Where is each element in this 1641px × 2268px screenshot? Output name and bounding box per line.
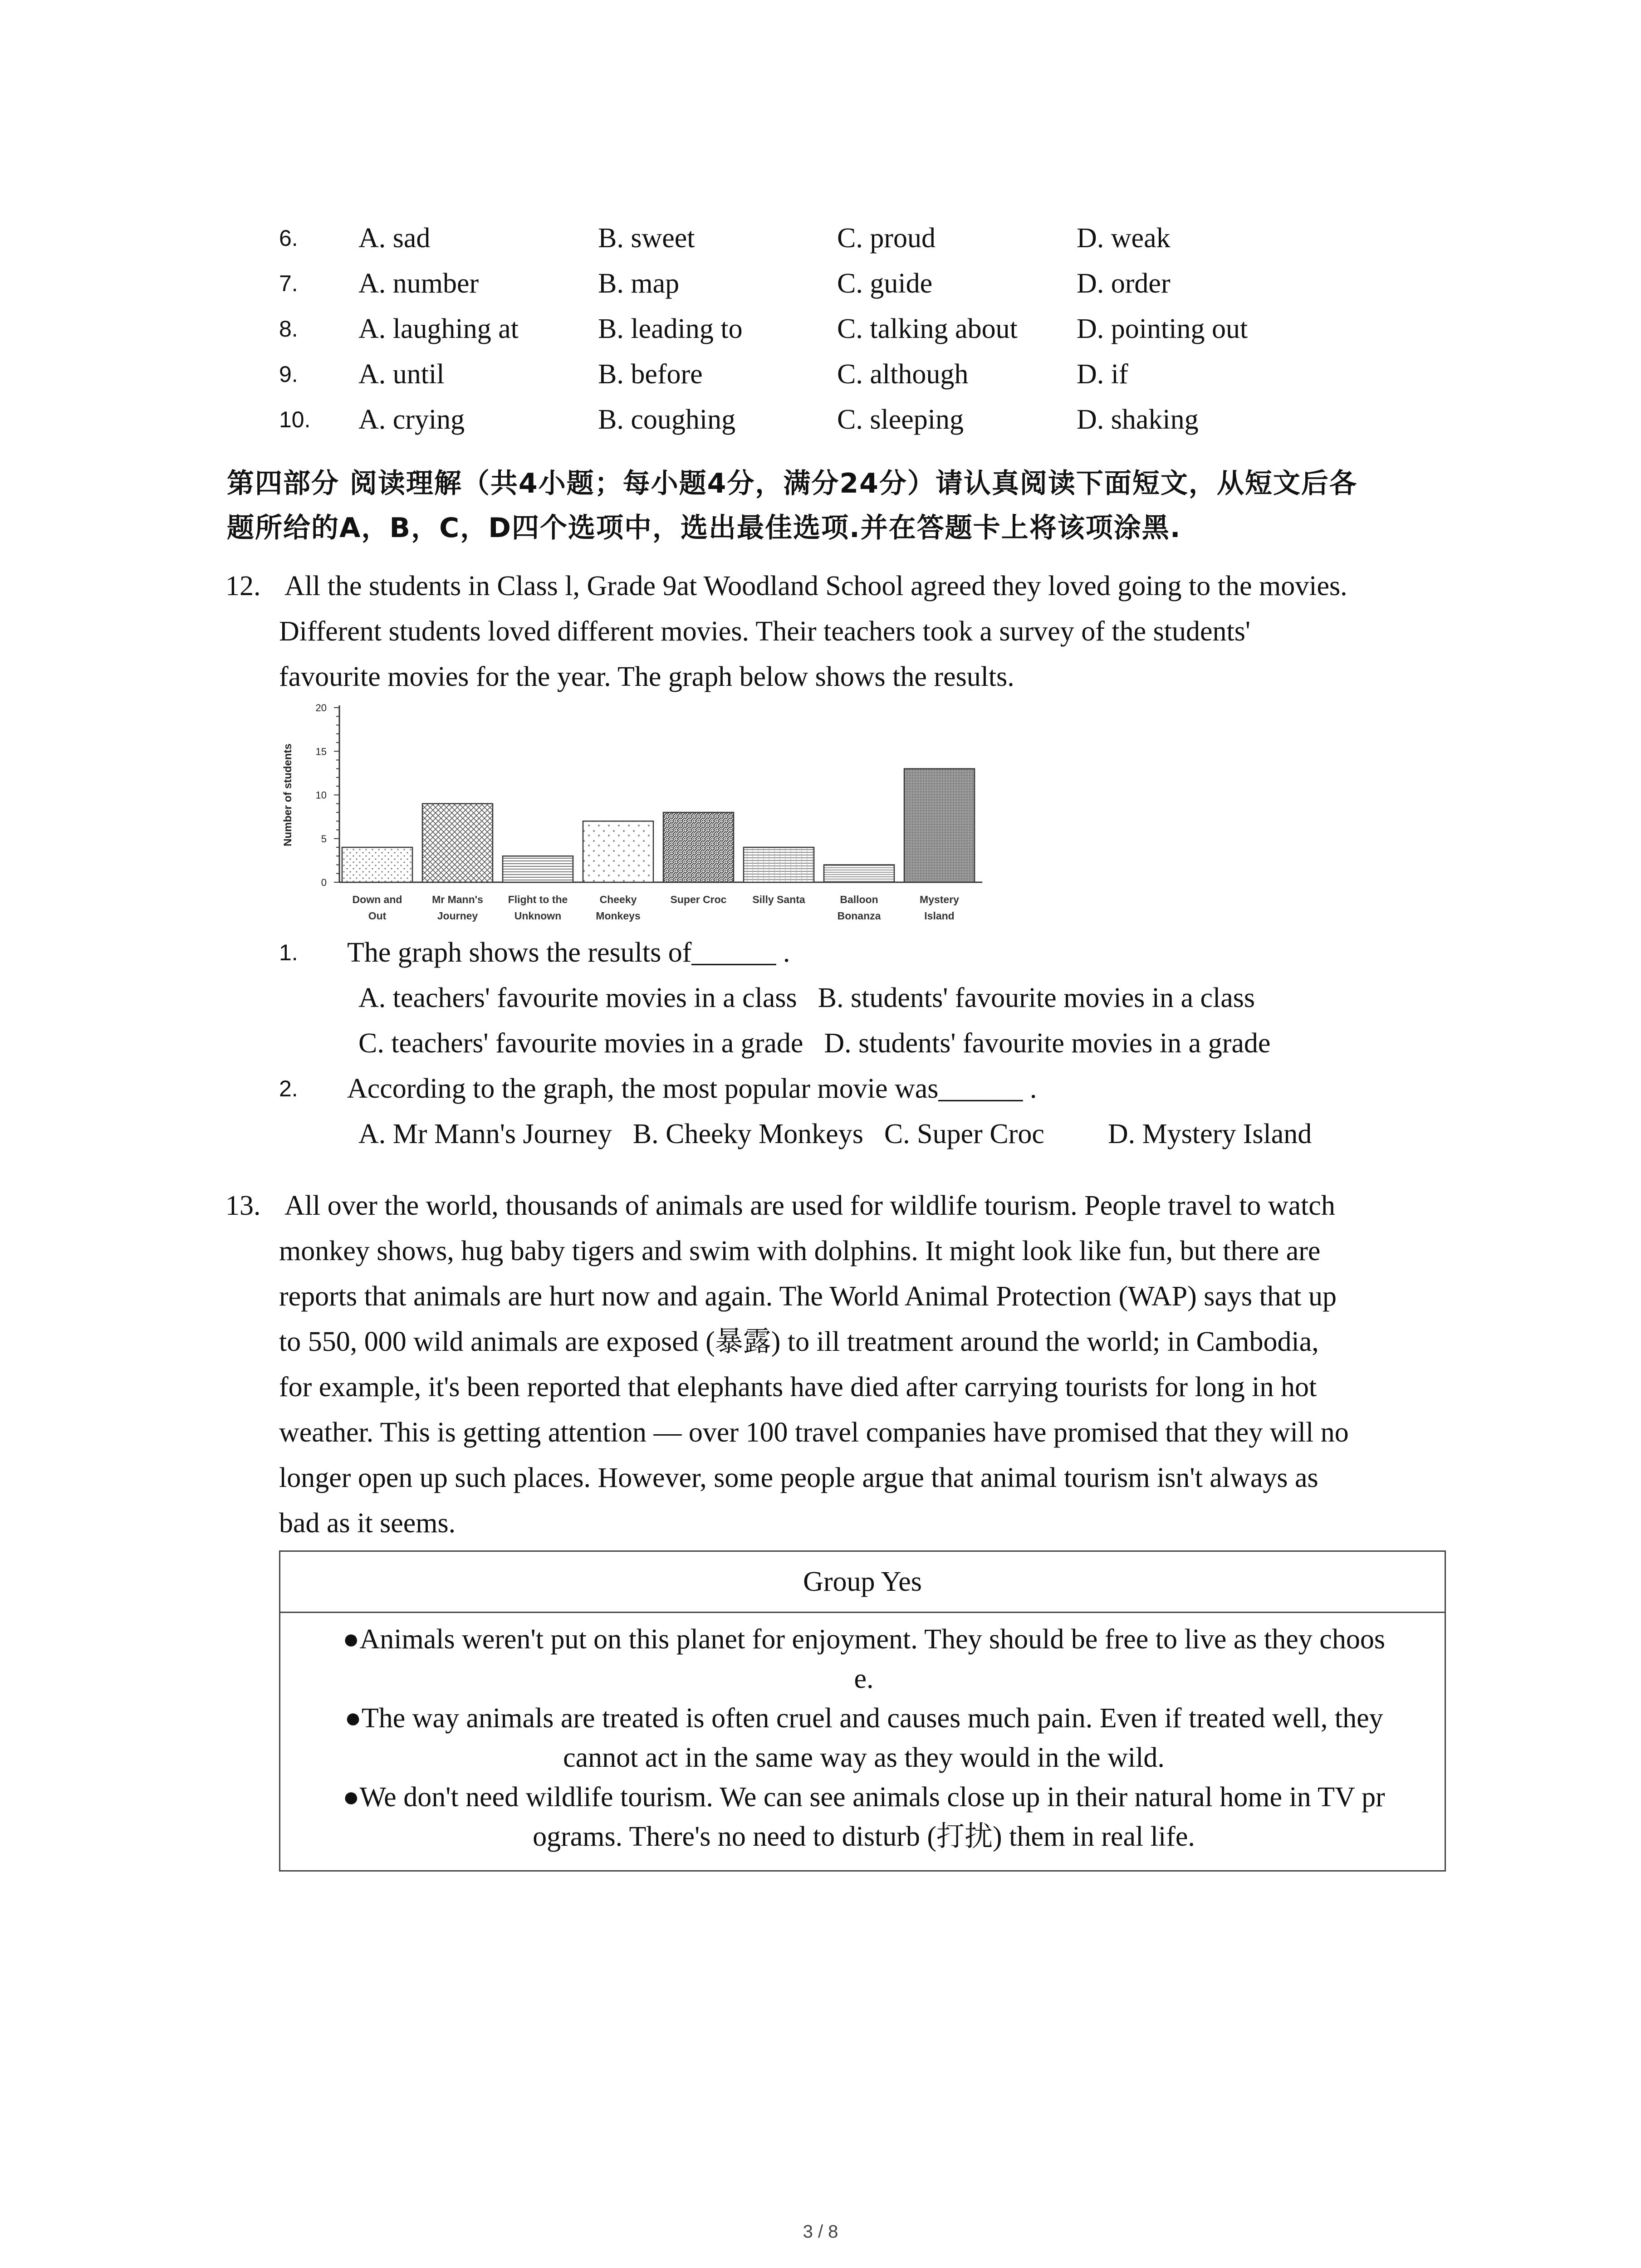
- x-tick-label: Cheeky: [599, 894, 637, 905]
- y-tick-label: 0: [321, 877, 327, 888]
- section-heading: [227, 461, 1452, 550]
- x-tick-label: Flight to the: [508, 894, 568, 905]
- option-a: A. teachers' favourite movies in a class: [358, 982, 797, 1013]
- option-c: C. sleeping: [837, 404, 964, 435]
- sub-question-text: According to the graph, the most popular movie was______ .: [347, 1073, 1037, 1104]
- passage-q12: [279, 563, 1347, 699]
- option-c: C. although: [837, 359, 969, 390]
- x-tick-label: Down and: [352, 894, 402, 905]
- table-line: e.: [854, 1663, 874, 1694]
- y-axis-title: Number of students: [282, 743, 294, 846]
- question-number: 7.: [279, 271, 298, 296]
- bar-chart: [272, 699, 1007, 934]
- section-heading-line: 题所给的A，B，C，D四个选项中，选出最佳选项.并在答题卡上将该项涂黑.: [227, 512, 1181, 544]
- option-b: B. sweet: [598, 223, 695, 254]
- table-line: ●The way animals are treated is often cruel and causes much pain. Even if treated well, they: [344, 1703, 1383, 1734]
- sub-question-1-options: [358, 975, 1270, 1066]
- option-c: C. talking about: [837, 313, 1018, 344]
- x-tick-label: Bonanza: [837, 910, 881, 922]
- table-line: ograms. There's no need to disturb (打扰) them in real life.: [533, 1821, 1195, 1852]
- passage-line: reports that animals are hurt now and again. The World Animal Protection (WAP) says that up: [279, 1281, 1337, 1312]
- section-heading-line: 第四部分 阅读理解（共4小题；每小题4分，满分24分）请认真阅读下面短文，从短文后各: [227, 468, 1357, 499]
- option-c: C. Super Croc: [884, 1119, 1044, 1149]
- question-number: 10.: [279, 407, 311, 432]
- sub-question-2-options: [358, 1111, 1312, 1157]
- y-tick-label: 5: [321, 833, 327, 845]
- option-c: C. guide: [837, 268, 933, 299]
- x-tick-label: Mystery: [920, 894, 959, 905]
- y-tick-label: 20: [315, 702, 327, 714]
- option-b: B. students' favourite movies in a class: [818, 982, 1255, 1013]
- passage-q13: [279, 1183, 1349, 1546]
- table-line: cannot act in the same way as they would in the wild.: [563, 1742, 1165, 1773]
- passage-line: to 550, 000 wild animals are exposed (暴露) to ill treatment around the world; in Cambodia,: [279, 1326, 1319, 1357]
- question-number: 6.: [279, 225, 298, 251]
- x-tick-label: Silly Santa: [752, 894, 805, 905]
- passage-line: bad as it seems.: [279, 1508, 456, 1539]
- table-line: ●We don't need wildlife tourism. We can see animals close up in their natural home in TV pr: [343, 1782, 1385, 1813]
- chart-bars: [342, 769, 975, 882]
- option-b: B. leading to: [598, 313, 743, 344]
- sub-question-text: The graph shows the results of______ .: [347, 937, 790, 968]
- page-number: 3 / 8: [803, 2222, 838, 2242]
- bar: [583, 821, 653, 882]
- sub-question-number: 2.: [279, 1076, 298, 1101]
- sub-question-1: [347, 930, 790, 975]
- bar: [824, 865, 894, 883]
- option-d: D. weak: [1077, 223, 1171, 254]
- passage-line: for example, it's been reported that elephants have died after carrying tourists for long in hot: [279, 1372, 1317, 1403]
- passage-line: All over the world, thousands of animals are used for wildlife tourism. People travel to watch: [284, 1190, 1335, 1221]
- y-tick-label: 10: [315, 789, 327, 801]
- question-number: 12.: [225, 571, 261, 601]
- option-a: A. Mr Mann's Journey: [358, 1119, 612, 1149]
- table-header: Group Yes: [280, 1552, 1445, 1613]
- chart-labels: [282, 702, 959, 922]
- option-b: B. Cheeky Monkeys: [632, 1119, 863, 1149]
- question-number: 8.: [279, 316, 298, 342]
- option-b: B. coughing: [598, 404, 736, 435]
- passage-line: favourite movies for the year. The graph below shows the results.: [279, 661, 1014, 692]
- option-d: D. if: [1077, 359, 1128, 390]
- option-a: A. sad: [358, 223, 431, 254]
- opinion-table: [279, 1550, 1446, 1872]
- x-tick-label: Journey: [437, 910, 478, 922]
- sub-question-number: 1.: [279, 940, 298, 965]
- bar: [342, 847, 412, 882]
- question-number: 9.: [279, 362, 298, 387]
- bar: [503, 856, 573, 882]
- passage-line: Different students loved different movies. Their teachers took a survey of the students': [279, 616, 1250, 647]
- question-number: 13.: [225, 1190, 261, 1221]
- option-a: A. crying: [358, 404, 465, 435]
- option-b: B. before: [598, 359, 703, 390]
- option-d: D. order: [1077, 268, 1171, 299]
- table-line: ●Animals weren't put on this planet for enjoyment. They should be free to live as they choos: [343, 1624, 1385, 1655]
- y-tick-label: 15: [315, 746, 327, 758]
- bar: [663, 812, 734, 882]
- x-tick-label: Out: [368, 910, 387, 922]
- x-tick-label: Super Croc: [670, 894, 727, 905]
- option-d: D. shaking: [1077, 404, 1199, 435]
- bar: [422, 804, 493, 882]
- x-tick-label: Monkeys: [596, 910, 641, 922]
- option-b: B. map: [598, 268, 680, 299]
- sub-question-2: [347, 1066, 1037, 1111]
- x-tick-label: Island: [924, 910, 955, 922]
- table-body: [294, 1620, 1434, 1857]
- bar: [744, 847, 814, 882]
- passage-line: All the students in Class l, Grade 9at Woodland School agreed they loved going to the movies.: [284, 571, 1347, 601]
- option-a: A. laughing at: [358, 313, 519, 344]
- passage-line: longer open up such places. However, some people argue that animal tourism isn't always as: [279, 1462, 1318, 1493]
- x-tick-label: Mr Mann's: [432, 894, 483, 905]
- option-d: D. students' favourite movies in a grade: [824, 1028, 1271, 1059]
- option-a: A. until: [358, 359, 445, 390]
- option-a: A. number: [358, 268, 479, 299]
- x-tick-label: Unknown: [514, 910, 562, 922]
- option-d: D. pointing out: [1077, 313, 1248, 344]
- bar: [904, 769, 975, 882]
- passage-line: monkey shows, hug baby tigers and swim with dolphins. It might look like fun, but there are: [279, 1236, 1321, 1266]
- x-tick-label: Balloon: [840, 894, 878, 905]
- option-d: D. Mystery Island: [1107, 1119, 1312, 1149]
- option-c: C. proud: [837, 223, 936, 254]
- option-c: C. teachers' favourite movies in a grade: [358, 1028, 803, 1059]
- passage-line: weather. This is getting attention — over 100 travel companies have promised that they will no: [279, 1417, 1349, 1448]
